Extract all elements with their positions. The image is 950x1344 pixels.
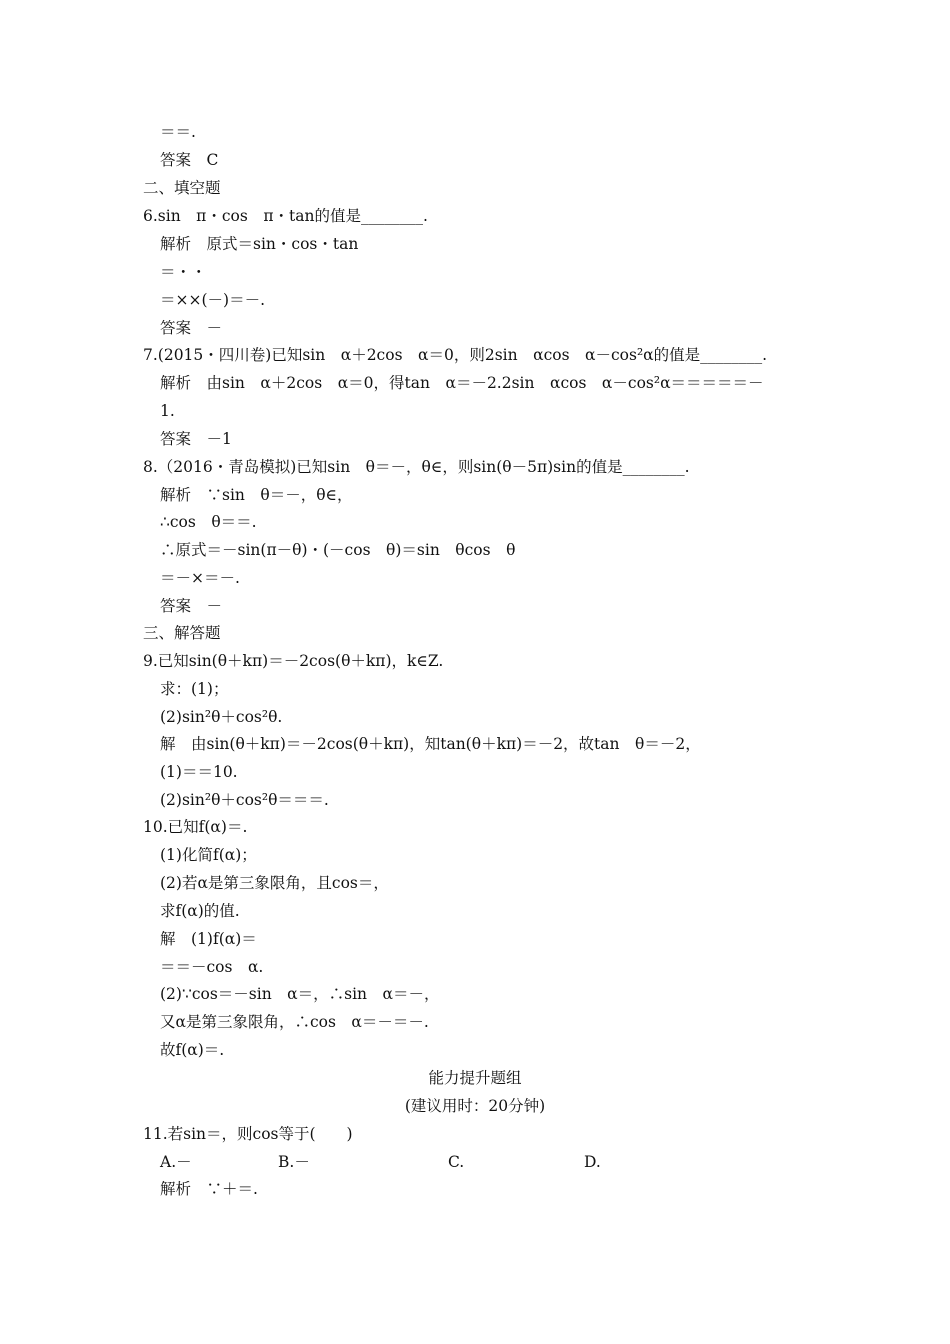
text-line: 解析 原式＝sin・cos・tan <box>160 235 359 253</box>
section-subtitle: (建议用时：20分钟) <box>404 1097 546 1115</box>
text-line: (2)sin²θ＋cos²θ＝＝＝. <box>160 791 329 809</box>
text-line: 1. <box>160 402 175 420</box>
text-line: ＝＝. <box>160 123 196 141</box>
text-line: ∴cos θ＝＝. <box>160 513 257 531</box>
option-b: B.－ <box>278 1153 310 1171</box>
text-line: ＝・・ <box>160 263 207 281</box>
answer-line: 答案 － <box>160 319 223 337</box>
text-line: ＝－×＝－. <box>160 569 240 587</box>
answer-line: 答案 － <box>160 597 223 615</box>
text-line: ＝××(－)＝－. <box>160 291 265 309</box>
text-line: 解 由sin(θ＋kπ)＝－2cos(θ＋kπ)，知tan(θ＋kπ)＝－2，故tan θ＝－2， <box>160 735 701 753</box>
question-line: 8.（2016・青岛模拟)已知sin θ＝－，θ∈，则sin(θ－5π)sin的值是________. <box>143 458 690 476</box>
answer-line: 答案 C <box>160 151 219 169</box>
text-line: 又α是第三象限角，∴cos α＝－＝－. <box>160 1013 429 1031</box>
text-line: (1)＝＝10. <box>160 763 238 781</box>
text-line: 解析 ∵＋＝. <box>160 1180 258 1198</box>
text-line: (2)∵cos＝－sin α＝，∴sin α＝－， <box>160 985 440 1003</box>
text-line: 解析 由sin α＋2cos α＝0，得tan α＝－2.2sin αcos α－cos²α＝＝＝＝＝－ <box>160 374 764 392</box>
question-line: 9.已知sin(θ＋kπ)＝－2cos(θ＋kπ)，k∈Z. <box>143 652 444 670</box>
text-line: 故f(α)＝. <box>160 1041 225 1059</box>
text-line: ∴原式＝－sin(π－θ)・(－cos θ)＝sin θcos θ <box>160 541 516 559</box>
section-title: 能力提升题组 <box>428 1069 522 1087</box>
question-line: 7.(2015・四川卷)已知sin α＋2cos α＝0，则2sin αcos α－cos²α的值是________. <box>143 346 768 364</box>
question-line: 6.sin π・cos π・tan的值是________. <box>143 207 428 225</box>
option-d: D. <box>584 1153 601 1171</box>
question-line: 11.若sin＝，则cos等于( ) <box>143 1125 353 1143</box>
answer-line: 答案 －1 <box>160 430 232 448</box>
question-line: 10.已知f(α)＝. <box>143 818 248 836</box>
option-a: A.－ <box>160 1153 192 1171</box>
section-heading: 三、解答题 <box>143 624 221 642</box>
text-line: (1)化简f(α)； <box>160 846 257 864</box>
text-line: 解析 ∵sin θ＝－，θ∈， <box>160 486 353 504</box>
text-line: (2)sin²θ＋cos²θ. <box>160 708 283 726</box>
text-line: 解 (1)f(α)＝ <box>160 930 257 948</box>
text-line: 求：(1)； <box>160 680 229 698</box>
text-line: (2)若α是第三象限角，且cos＝， <box>160 874 389 892</box>
option-c: C. <box>448 1153 465 1171</box>
text-line: 求f(α)的值. <box>160 902 240 920</box>
section-heading: 二、填空题 <box>143 179 221 197</box>
text-line: ＝＝－cos α. <box>160 958 264 976</box>
